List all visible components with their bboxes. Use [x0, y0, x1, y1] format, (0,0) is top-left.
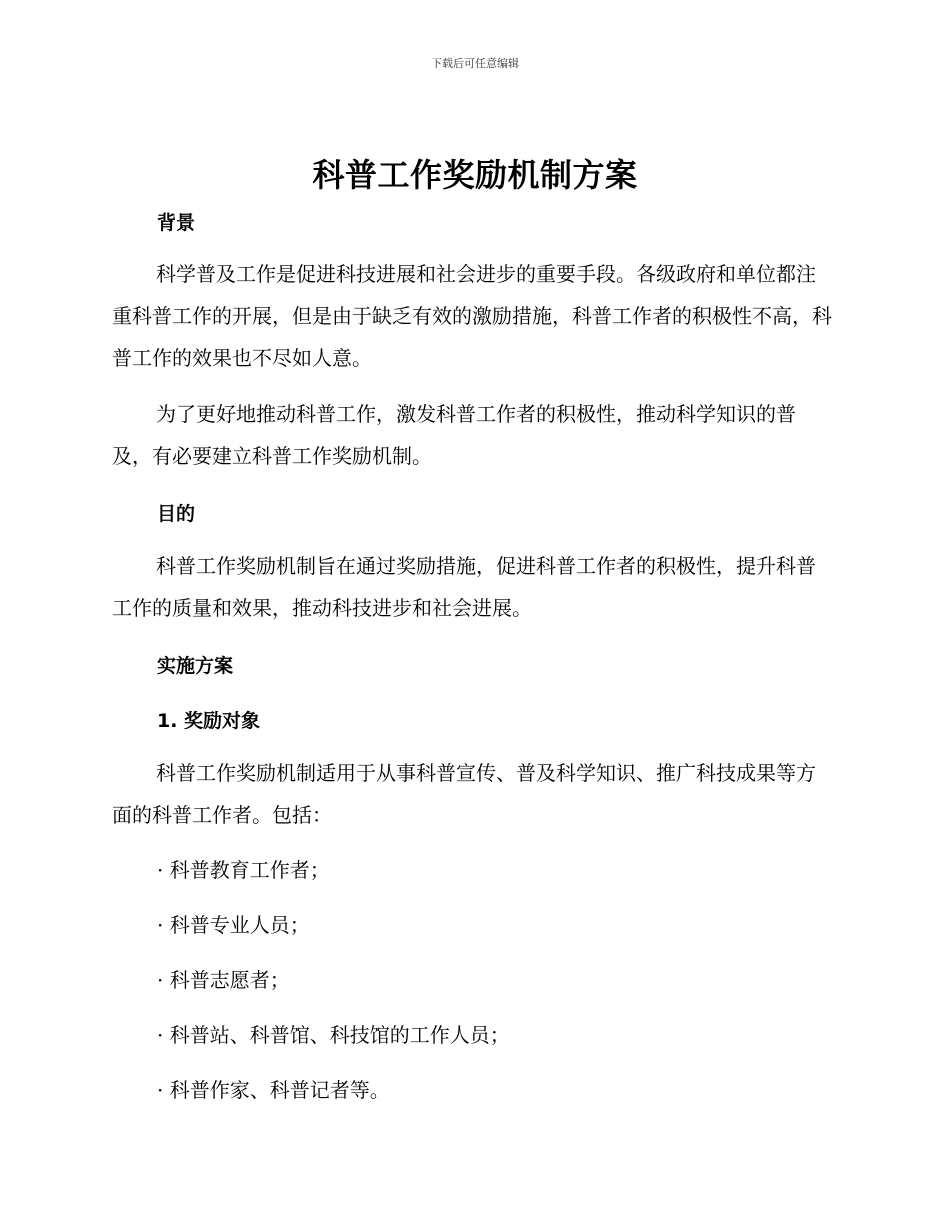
- paragraph-purpose-1: 科普工作奖励机制旨在通过奖励措施，促进科普工作者的积极性，提升科普工作的质量和效果，推动科技进步和社会进展。: [112, 554, 816, 620]
- header-note: 下载后可任意编辑: [431, 57, 519, 70]
- list-item: · 科普作家、科普记者等。: [157, 1078, 390, 1102]
- section-heading-background: 背景: [157, 212, 196, 234]
- list-item: · 科普教育工作者；: [157, 858, 330, 882]
- paragraph-background-1: 科学普及工作是促进科技进展和社会进步的重要手段。各级政府和单位都注重科普工作的开展，但是由于缺乏有效的激励措施，科普工作者的积极性不高，科普工作的效果也不尽如人意。: [112, 262, 832, 370]
- list-item: · 科普志愿者；: [157, 968, 290, 992]
- section-heading-plan: 实施方案: [157, 655, 234, 677]
- subsection-heading-reward-target: 1. 奖励对象: [157, 710, 261, 732]
- list-item: · 科普站、科普馆、科技馆的工作人员；: [157, 1023, 510, 1047]
- paragraph-background-2: 为了更好地推动科普工作，激发科普工作者的积极性，推动科学知识的普及，有必要建立科普工作奖励机制。: [112, 402, 796, 468]
- list-item: · 科普专业人员；: [157, 913, 310, 937]
- document-title: 科普工作奖励机制方案: [312, 156, 638, 194]
- section-heading-purpose: 目的: [157, 503, 196, 525]
- paragraph-reward-target: 科普工作奖励机制适用于从事科普宣传、普及科学知识、推广科技成果等方面的科普工作者。包括：: [112, 761, 816, 827]
